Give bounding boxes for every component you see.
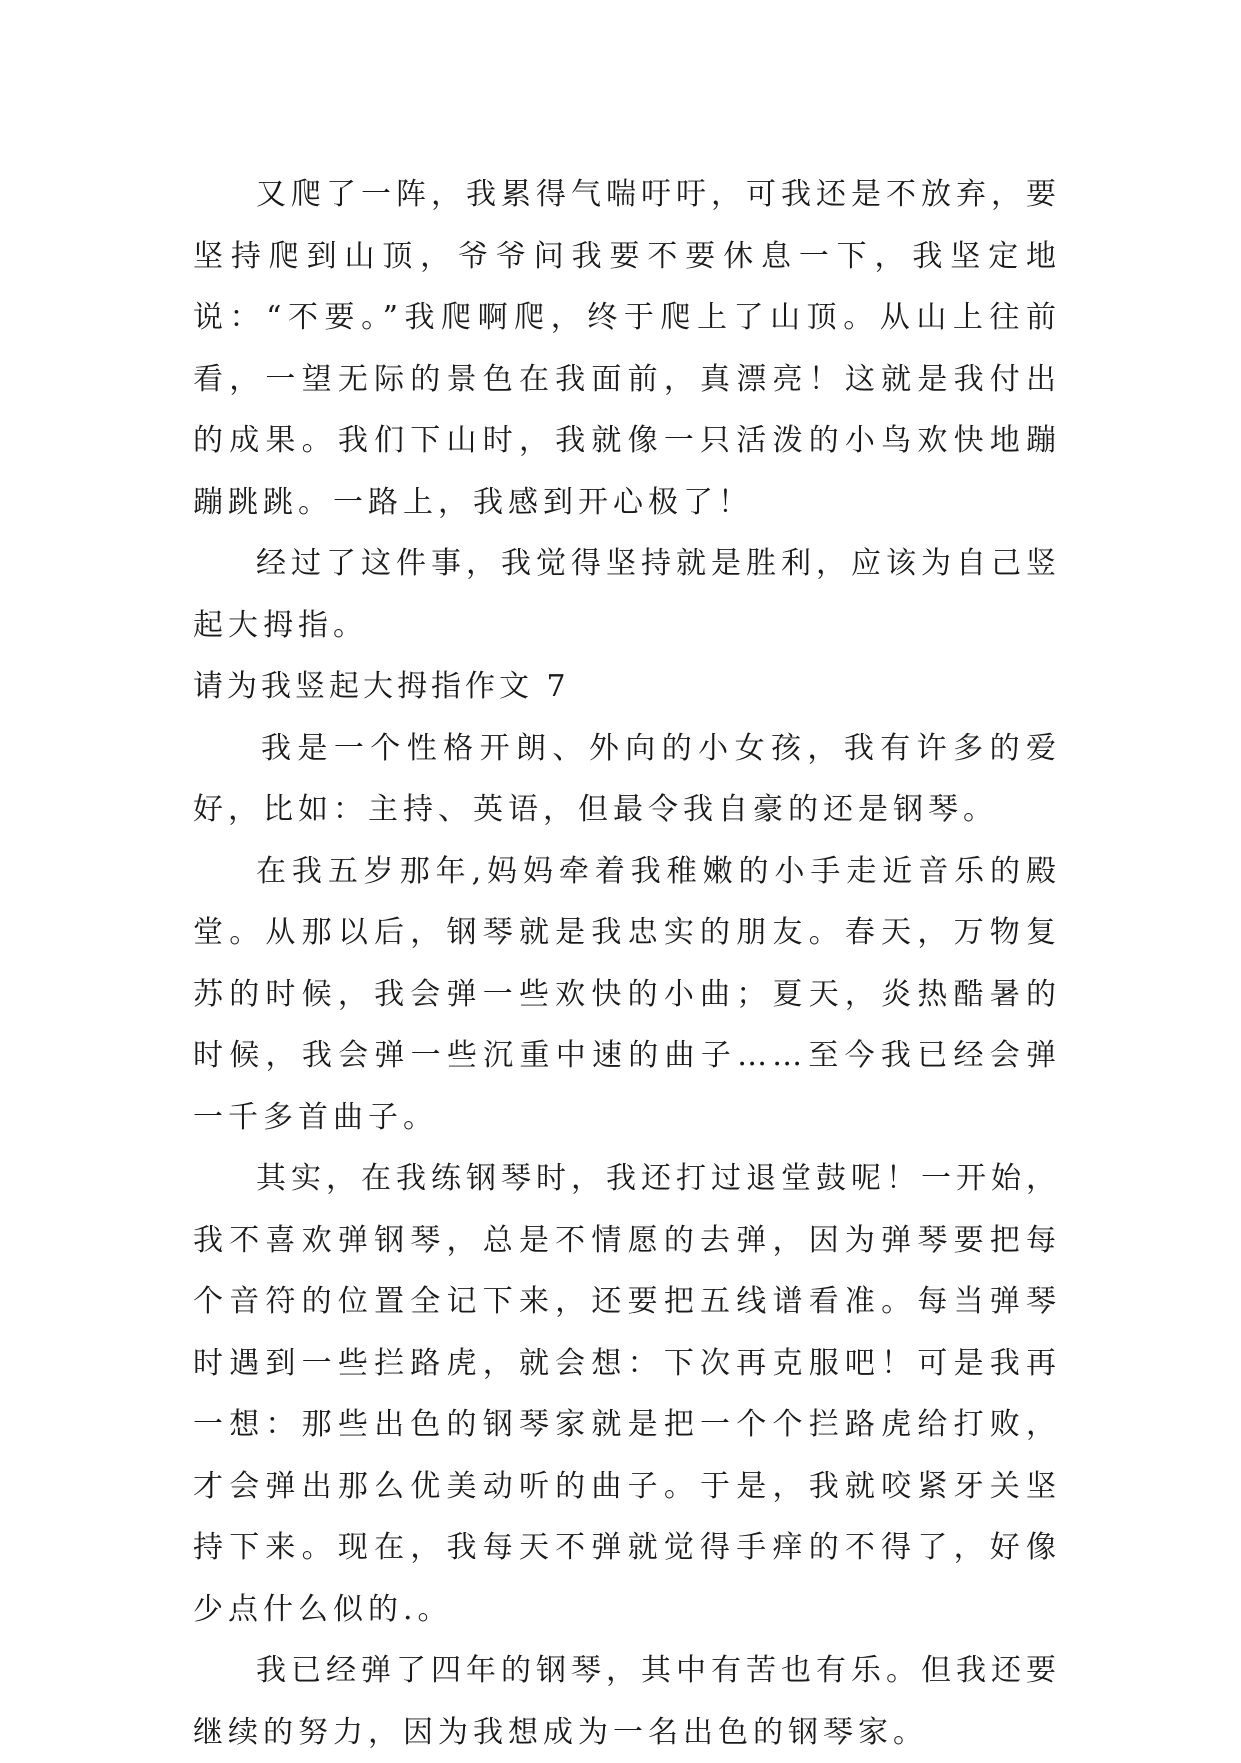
paragraph: 我是一个性格开朗、外向的小女孩，我有许多的爱好，比如：主持、英语，但最令我自豪的还是钢琴。: [193, 730, 1061, 827]
paragraph: 又爬了一阵，我累得气喘吁吁，可我还是不放弃，要坚持爬到山顶，爷爷问我要不要休息一下，我坚定地说：“不要。”我爬啊爬，终于爬上了山顶。从山上往前看，一望无际的景色在我面前，真漂亮！这就是我付出的成果。我们下山时，我就像一只活泼的小鸟欢快地蹦蹦跳跳。一路上，我感到开心极了！: [193, 177, 1061, 520]
paragraph: 在我五岁那年,妈妈牵着我稚嫩的小手走近音乐的殿堂。从那以后，钢琴就是我忠实的朋友。春天，万物复苏的时候，我会弹一些欢快的小曲；夏天，炎热酷暑的时候，我会弹一些沉重中速的曲子……至今我已经会弹一千多首曲子。: [193, 853, 1061, 1135]
paragraph: 经过了这件事，我觉得坚持就是胜利，应该为自己竖起大拇指。: [193, 546, 1061, 643]
paragraph: 其实，在我练钢琴时，我还打过退堂鼓呢！一开始，我不喜欢弹钢琴，总是不情愿的去弹，因为弹琴要把每个音符的位置全记下来，还要把五线谱看准。每当弹琴时遇到一些拦路虎，就会想：下次再克服吧！可是我再一想：那些出色的钢琴家就是把一个个拦路虎给打败，才会弹出那么优美动听的曲子。于是，我就咬紧牙关坚持下来。现在，我每天不弹就觉得手痒的不得了，好像少点什么似的.。: [193, 1161, 1061, 1627]
essay-heading: 请为我竖起大拇指作文 7: [193, 669, 570, 704]
document-page: [193, 164, 1061, 1763]
paragraph: 我已经弹了四年的钢琴，其中有苦也有乐。但我还要继续的努力，因为我想成为一名出色的钢琴家。: [193, 1653, 1061, 1750]
